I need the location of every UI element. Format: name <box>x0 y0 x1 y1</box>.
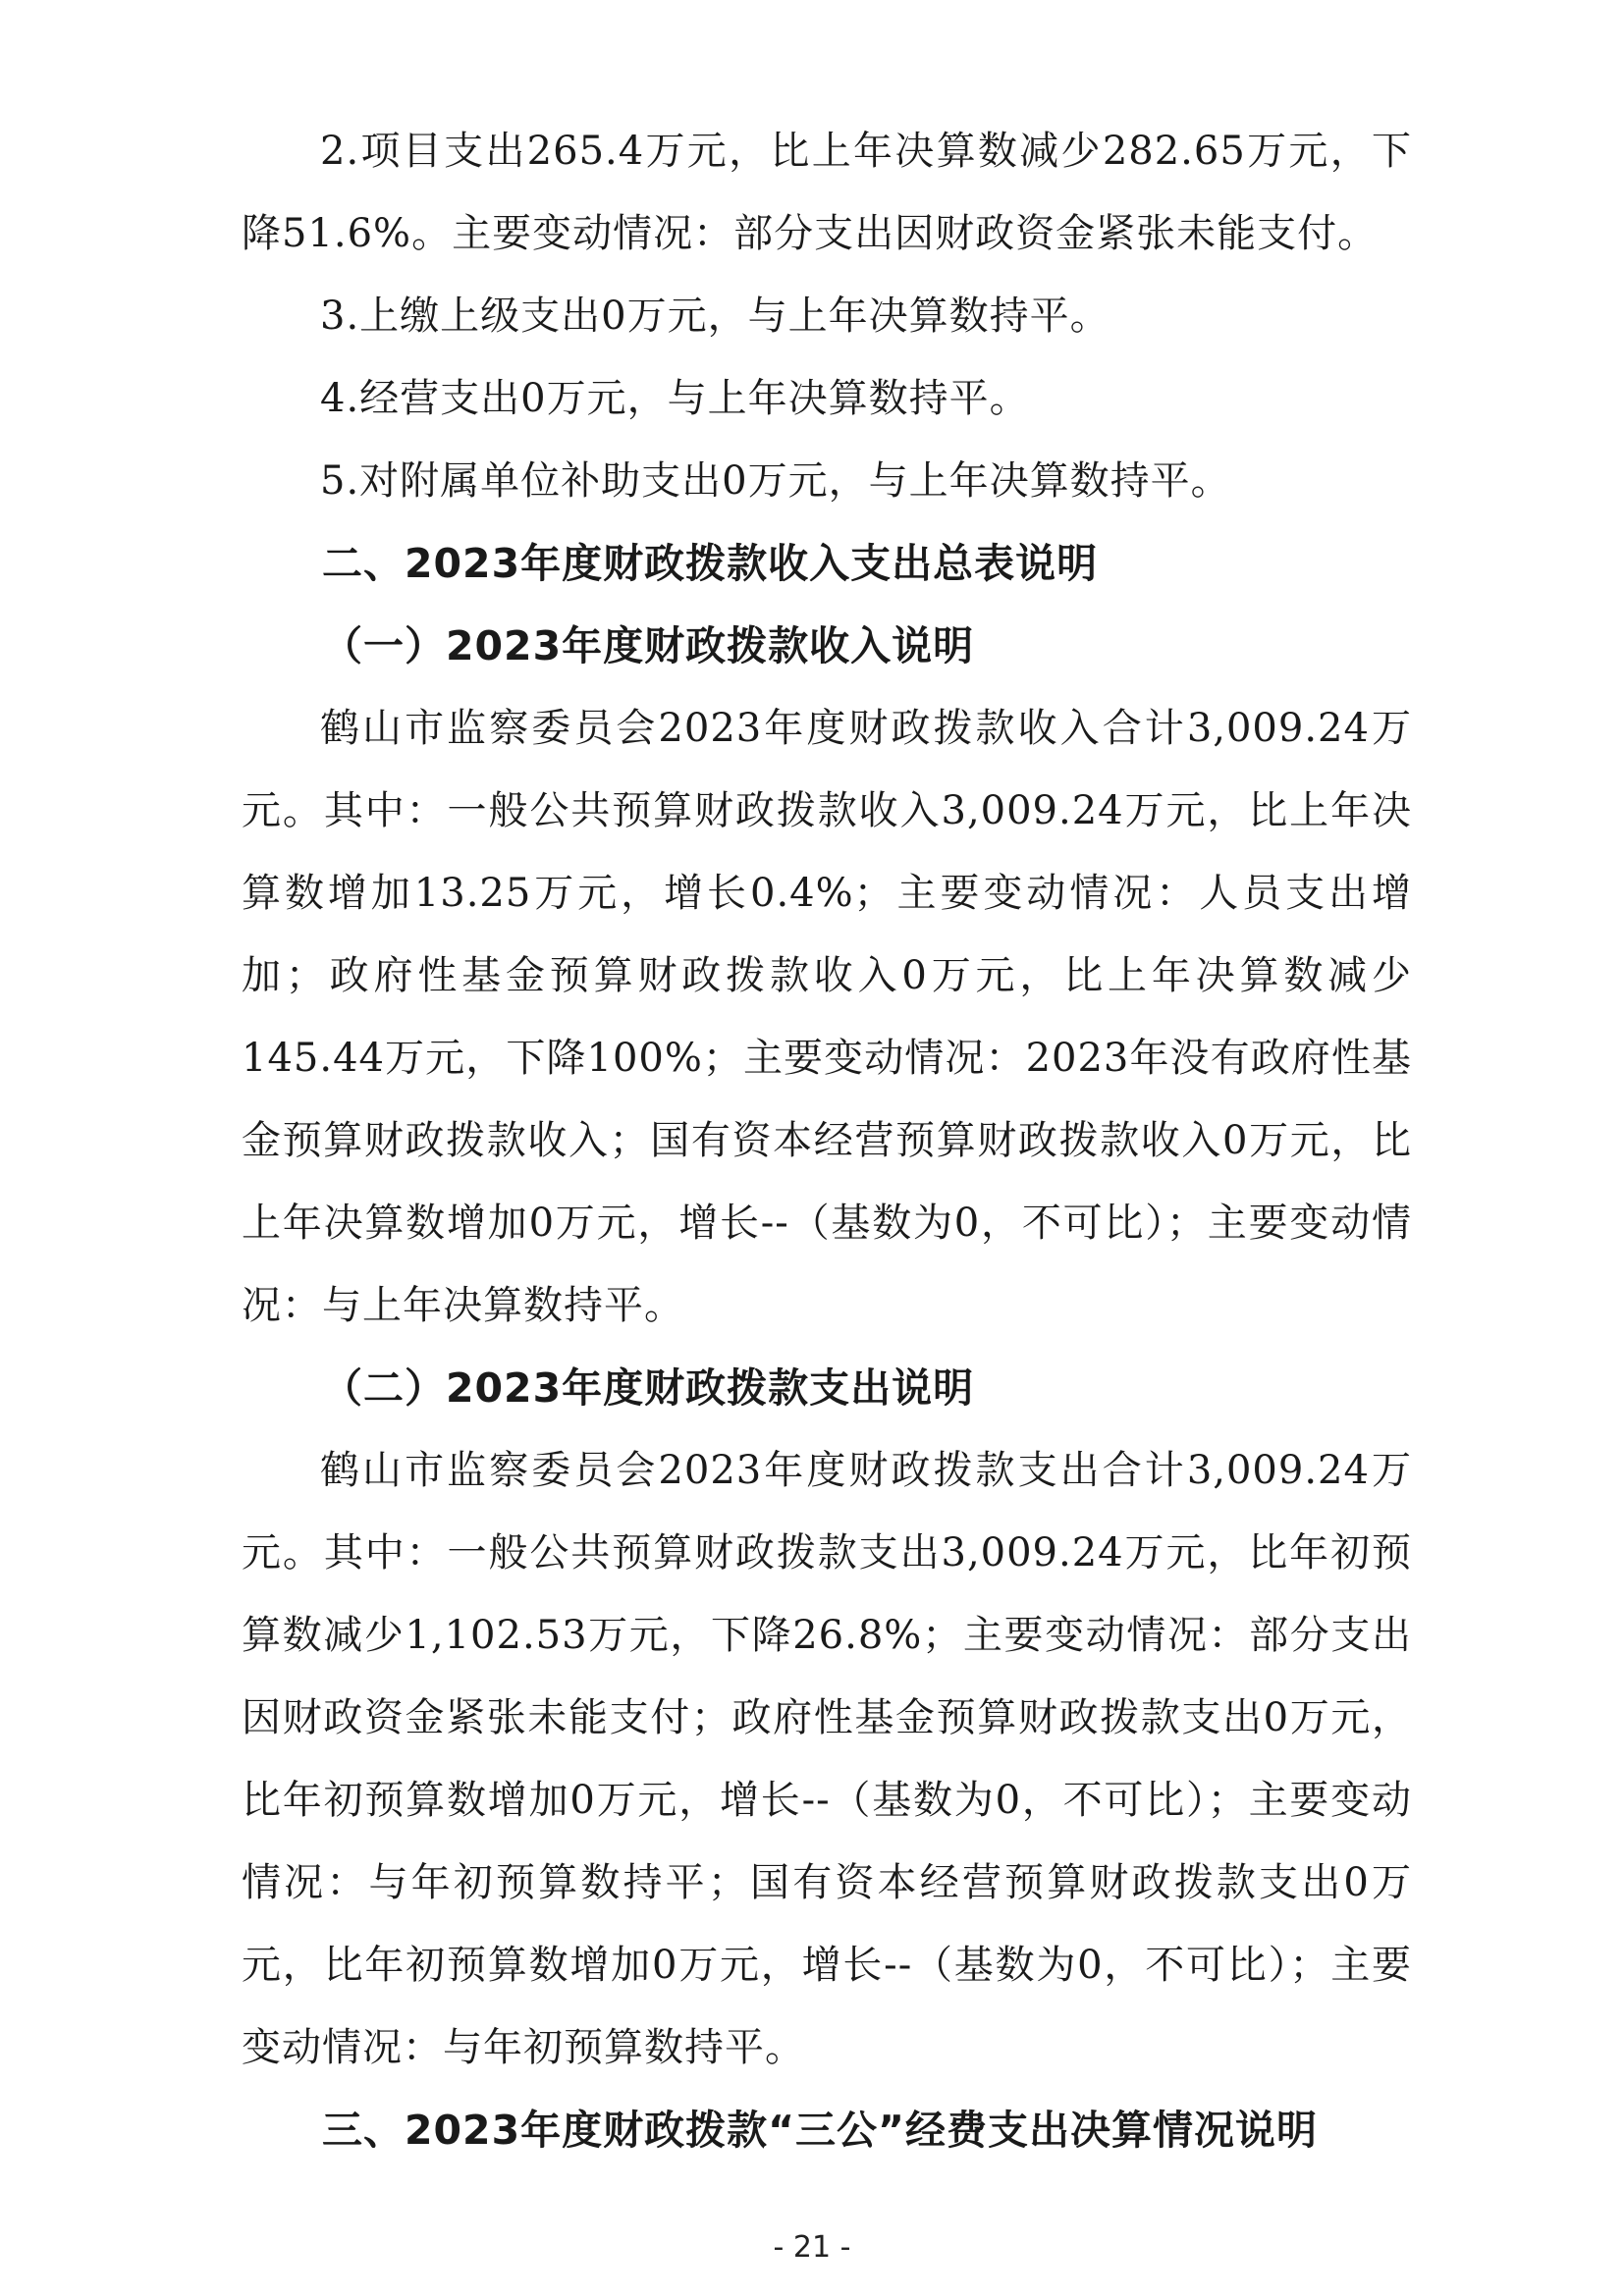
paragraph-income-description: 鹤山市监察委员会2023年度财政拨款收入合计3,009.24万元。其中：一般公共预算财政拨款收入3,009.24万元，比上年决算数增加13.25万元，增长0.4%；主要变动情况：人员支出增加；政府性基金预算财政拨款收入0万元，比上年决算数减少145.44万元，下降100%；主要变动情况：2023年没有政府性基金预算财政拨款收入；国有资本经营预算财政拨款收入0万元，比上年决算数增加0万元，增长--（基数为0，不可比）；主要变动情况：与上年决算数持平。 <box>242 706 1412 1328</box>
paragraph-expenditure-description: 鹤山市监察委员会2023年度财政拨款支出合计3,009.24万元。其中：一般公共预算财政拨款支出3,009.24万元，比年初预算数减少1,102.53万元，下降26.8%；主要变动情况：部分支出因财政资金紧张未能支付；政府性基金预算财政拨款支出0万元，比年初预算数增加0万元，增长--（基数为0，不可比）；主要变动情况：与年初预算数持平；国有资本经营预算财政拨款支出0万元，比年初预算数增加0万元，增长--（基数为0，不可比）；主要变动情况：与年初预算数持平。 <box>242 1448 1412 2070</box>
page-number: - 21 - <box>773 2230 851 2265</box>
section-heading-2: 二、2023年度财政拨款收入支出总表说明 <box>322 540 1099 587</box>
paragraph-subsidiary-subsidy: 5.对附属单位补助支出0万元，与上年决算数持平。 <box>320 458 1231 504</box>
paragraph-upper-level-payment: 3.上缴上级支出0万元，与上年决算数持平。 <box>320 294 1110 339</box>
paragraph-operating-expenditure: 4.经营支出0万元，与上年决算数持平。 <box>320 376 1030 421</box>
section-heading-3: 三、2023年度财政拨款“三公”经费支出决算情况说明 <box>322 2107 1319 2154</box>
subsection-heading-expenditure: （二）2023年度财政拨款支出说明 <box>322 1364 975 1412</box>
subsection-heading-income: （一）2023年度财政拨款收入说明 <box>322 622 975 669</box>
document-body <box>242 110 1412 2171</box>
paragraph-project-expenditure: 2.项目支出265.4万元，比上年决算数减少282.65万元，下降51.6%。主要变动情况：部分支出因财政资金紧张未能支付。 <box>242 129 1412 256</box>
